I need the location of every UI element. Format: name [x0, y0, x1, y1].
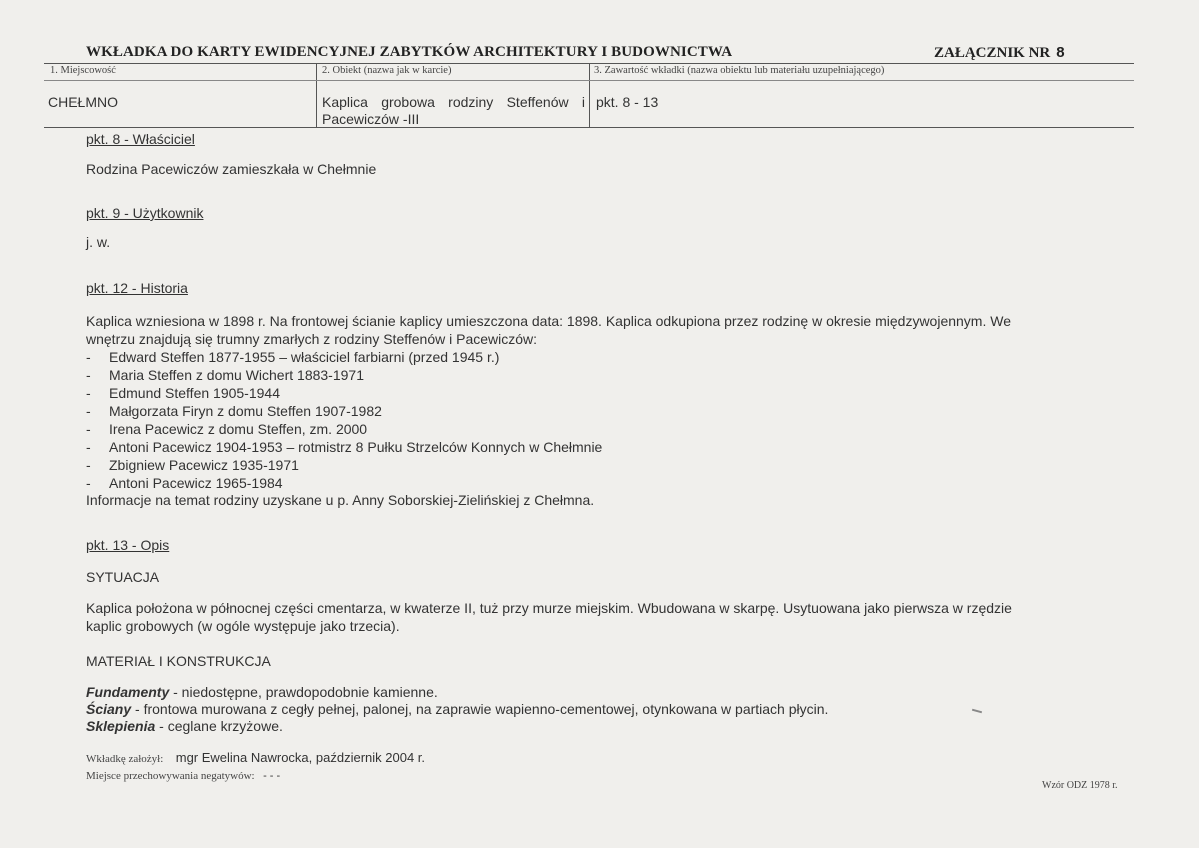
list-item: - Edward Steffen 1877-1955 – właściciel farbiarni (przed 1945 r.) — [84, 348, 602, 366]
template-note: Wzór ODZ 1978 r. — [1042, 780, 1118, 791]
locality-value: CHEŁMNO — [48, 94, 119, 110]
walls-line — [86, 700, 828, 718]
col-divider-2 — [589, 63, 590, 128]
history-text-line1: Kaplica wzniesiona w 1898 r. Na frontowej ścianie kaplicy umieszczona data: 1898. Kaplica odkupiona przez rodzinę w okresie międzywojennym. We — [86, 313, 1011, 329]
situation-text-line1: Kaplica położona w północnej części cmentarza, w kwaterze II, tuż przy murze miejskim. Wbudowana w skarpę. Usytuowana jako pierwsza w rzędzie — [86, 600, 1012, 616]
form-title: WKŁADKA DO KARTY EWIDENCYJNEJ ZABYTKÓW ARCHITEKTURY I BUDOWNICTWA — [86, 44, 733, 60]
annex-label — [934, 44, 1065, 62]
description-section-heading: pkt. 13 - Opis — [86, 537, 170, 553]
owner-section-heading: pkt. 8 - Właściciel — [86, 131, 195, 147]
owner-text: Rodzina Pacewiczów zamieszkała w Chełmnie — [86, 161, 377, 177]
founder-value: mgr Ewelina Nawrocka, październik 2004 r. — [175, 750, 426, 765]
col-locality-label: 1. Miejscowość — [50, 65, 116, 76]
founder-label: Wkładkę założył: — [86, 753, 164, 765]
col-divider-1 — [316, 63, 317, 128]
foundations-label: Fundamenty — [86, 684, 170, 700]
list-item: - Edmund Steffen 1905-1944 — [84, 384, 602, 402]
object-value-line1: Kaplica grobowa rodziny Steffenów i — [322, 94, 585, 110]
user-text: j. w. — [86, 234, 111, 250]
family-list — [84, 348, 602, 492]
ink-mark — [972, 709, 982, 714]
list-item: - Maria Steffen z domu Wichert 1883-1971 — [84, 366, 602, 384]
list-item: - Małgorzata Firyn z domu Steffen 1907-1982 — [84, 402, 602, 420]
history-section-heading: pkt. 12 - Historia — [86, 280, 188, 296]
history-text-line2: wnętrzu znajdują się trumny zmarłych z rodziny Steffenów i Pacewiczów: — [86, 331, 538, 347]
foundations-line — [86, 683, 438, 701]
situation-heading: SYTUACJA — [86, 569, 160, 585]
list-item: - Antoni Pacewicz 1904-1953 – rotmistrz 8 Pułku Strzelców Konnych w Chełmnie — [84, 438, 602, 456]
list-item: - Irena Pacewicz z domu Steffen, zm. 2000 — [84, 420, 602, 438]
vaults-label: Sklepienia — [86, 718, 156, 734]
history-source: Informacje na temat rodziny uzyskane u p. Anny Soborskiej-Zielińskiej z Chełmna. — [86, 492, 595, 508]
material-heading: MATERIAŁ I KONSTRUKCJA — [86, 653, 271, 669]
list-item: - Antoni Pacewicz 1965-1984 — [84, 474, 602, 492]
table-bottom-rule — [44, 127, 1134, 128]
annex-number: 8 — [1056, 44, 1065, 61]
col-header-rule — [44, 80, 1134, 81]
col-contents-label: 3. Zawartość wkładki (nazwa obiektu lub materiału uzupełniającego) — [594, 65, 885, 76]
walls-label: Ściany — [86, 701, 132, 717]
founder-line — [86, 749, 425, 767]
col-object-label: 2. Obiekt (nazwa jak w karcie) — [322, 65, 452, 76]
user-section-heading: pkt. 9 - Użytkownik — [86, 205, 204, 221]
list-item: - Zbigniew Pacewicz 1935-1971 — [84, 456, 602, 474]
object-value-line2: Pacewiczów -III — [322, 111, 420, 127]
vaults-text: - ceglane krzyżowe. — [155, 718, 283, 734]
situation-text-line2: kaplic grobowych (w ogóle występuje jako trzecia). — [86, 618, 400, 634]
annex-label-text: ZAŁĄCZNIK NR — [934, 45, 1051, 61]
negatives-value: - - - — [263, 770, 281, 782]
vaults-line — [86, 717, 283, 735]
foundations-text: - niedostępne, prawdopodobnie kamienne. — [169, 684, 438, 700]
contents-value: pkt. 8 - 13 — [596, 94, 659, 110]
walls-text: - frontowa murowana z cegły pełnej, palonej, na zaprawie wapienno-cementowej, otynkowana w partiach płycin. — [131, 701, 829, 717]
negatives-label: Miejsce przechowywania negatywów: — [86, 770, 255, 782]
negatives-line — [86, 766, 280, 784]
